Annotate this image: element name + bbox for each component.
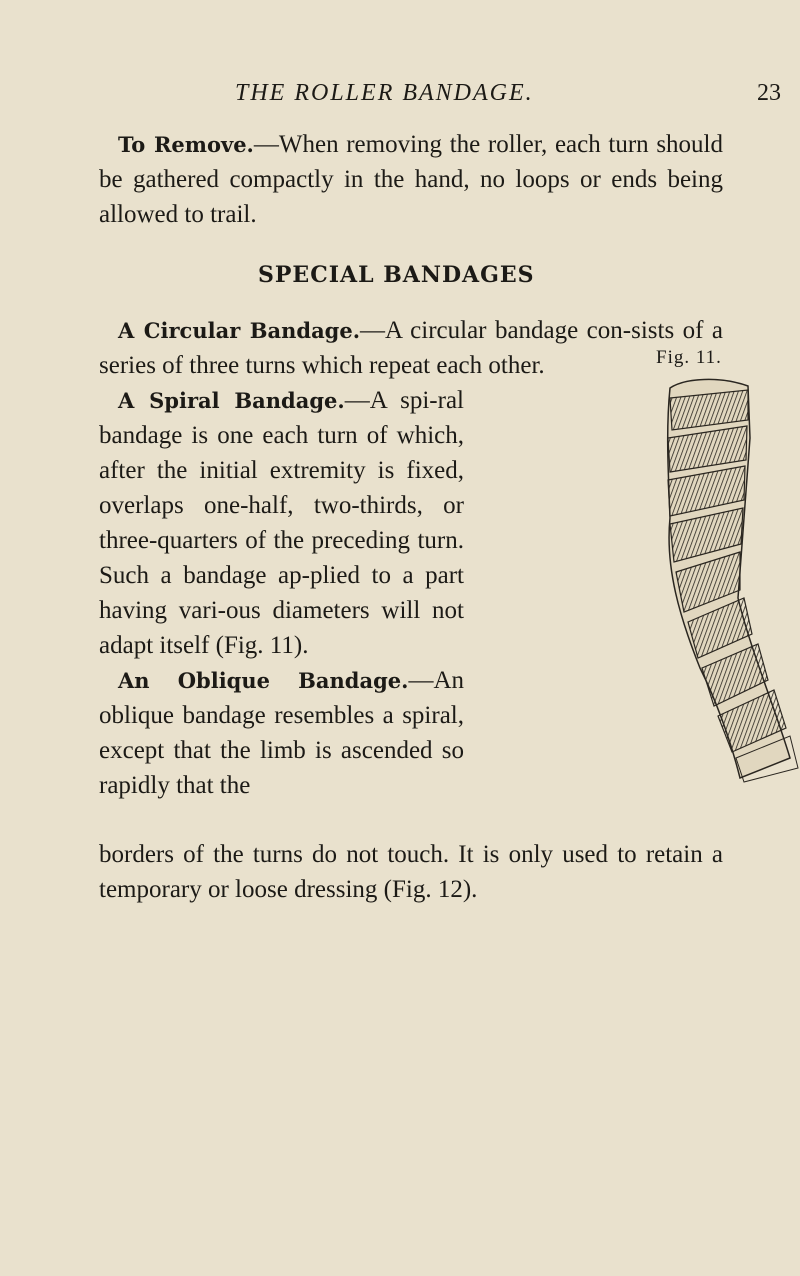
section-heading: SPECIAL BANDAGES xyxy=(258,262,535,288)
paragraph-text: —An oblique bandage resembles a spiral, except that the limb is ascended so rapidly that the xyxy=(99,667,464,799)
paragraph-heading: To Remove. xyxy=(118,132,254,157)
paragraph-spiral-bandage xyxy=(99,383,464,803)
paragraph-to-remove xyxy=(99,127,723,232)
page-number: 23 xyxy=(757,80,781,106)
paragraph-heading: A Spiral Bandage. xyxy=(118,388,345,413)
figure-label: Fig. 11. xyxy=(656,347,722,368)
paragraph-circular-bandage xyxy=(99,313,723,383)
paragraph-heading: A Circular Bandage. xyxy=(118,318,361,343)
running-head: THE ROLLER BANDAGE. xyxy=(235,80,534,106)
paragraph-text: —When removing the roller, each turn should be gathered compactly in the hand, no loops or ends being allowed to trail. xyxy=(99,131,724,228)
paragraph-text: —A circular bandage con-sists of a series of three turns which repeat each other. xyxy=(99,317,723,379)
paragraph-oblique-continuation: borders of the turns do not touch. It is only used to retain a temporary or loose dressing (Fig. 12). xyxy=(99,841,723,903)
spiral-bandage-illustration xyxy=(640,368,800,788)
paragraph-text: —A spi-ral bandage is one each turn of which, after the initial extremity is fixed, overlaps one-half, two-thirds, or three-quarters of the preceding turn. Such a bandage ap-plied to a part having vari-ous diameters will not adapt itself (Fig. 11). xyxy=(99,387,464,659)
paragraph-heading: An Oblique Bandage. xyxy=(118,668,409,693)
